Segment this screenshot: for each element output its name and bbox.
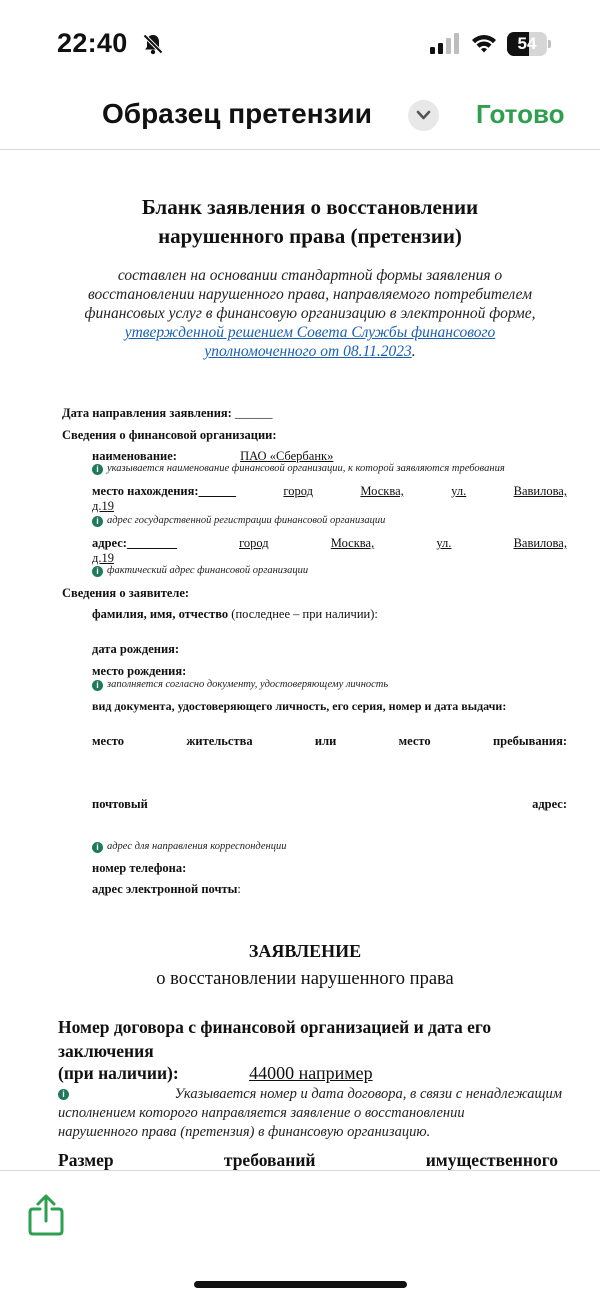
chevron-down-icon: [416, 110, 431, 121]
page-title[interactable]: Образец претензии: [102, 98, 372, 129]
share-icon[interactable]: [27, 1193, 65, 1237]
cellular-signal-icon: [430, 33, 462, 55]
regulation-link[interactable]: утвержденной решением Совета Службы финансового: [124, 324, 496, 341]
navigation-bar: [0, 90, 600, 150]
org-address-cont: д.19: [92, 551, 114, 565]
org-location-hint: i адрес государственной регистрации финансовой организации: [92, 515, 385, 527]
info-icon: i: [92, 516, 103, 527]
claims-row: Размер требований имущественного: [58, 1150, 558, 1170]
info-icon: i: [92, 680, 103, 691]
status-time: 22:40: [57, 28, 128, 58]
date-row: Дата направления заявления: ______: [62, 406, 273, 420]
statement-subheading: о восстановлении нарушенного права: [156, 969, 454, 989]
applicant-section-heading: Сведения о заявителе:: [62, 586, 190, 600]
battery-icon: [507, 32, 551, 56]
applicant-birth-date: дата рождения:: [92, 642, 180, 656]
org-name-value: ПАО «Сбербанк»: [240, 449, 334, 463]
statement-heading: ЗАЯВЛЕНИЕ: [248, 941, 362, 961]
birth-place-hint: i заполняется согласно документу, удостоверяющему личность: [92, 679, 388, 691]
org-name-row: наименование: ПАО «Сбербанк»: [92, 449, 334, 463]
org-address-hint: i фактический адрес финансовой организации: [92, 565, 308, 577]
org-location-row: место нахождения:______ город Москва, ул. Вавилова,: [92, 484, 567, 498]
org-location-cont: д.19: [92, 499, 114, 513]
title-menu-button[interactable]: [408, 100, 439, 131]
info-icon: i: [92, 464, 103, 475]
org-section-heading: Сведения о финансовой организации:: [62, 428, 277, 442]
document-viewer[interactable]: [0, 151, 600, 1170]
contract-hint: i Указывается номер и дата договора, в связи с ненадлежащим исполнением которого направляется заявление о восстановлении нарушенного права (претензия) в финансовую организацию.: [58, 1086, 562, 1140]
applicant-postal-row: почтовый адрес:: [92, 797, 567, 811]
applicant-fio-row: фамилия, имя, отчество (последнее – при наличии):: [92, 607, 378, 621]
org-name-hint: i указывается наименование финансовой организации, к которой заявляются требования: [92, 463, 505, 475]
wifi-icon: [471, 32, 497, 54]
applicant-residence-row: место жительства или место пребывания:: [92, 734, 567, 748]
contract-label: Номер договора с финансовой организацией и дата его заключения: [58, 1017, 492, 1061]
info-icon: i: [92, 566, 103, 577]
applicant-birth-place: место рождения:: [92, 664, 187, 678]
bottom-toolbar: [0, 1170, 600, 1300]
bell-muted-icon: [142, 33, 164, 55]
info-icon: i: [92, 842, 103, 853]
done-button[interactable]: Готово: [476, 99, 565, 129]
contract-row: (при наличии): 44000 например: [58, 1063, 373, 1083]
home-indicator[interactable]: [194, 1281, 407, 1288]
contract-value: 44000 например: [249, 1063, 373, 1083]
applicant-id-document: вид документа, удостоверяющего личность, его серия, номер и дата выдачи:: [92, 699, 507, 713]
document-subtitle: составлен на основании стандартной формы заявления о восстановлении нарушенного права, направляемого потребителем финансовых услуг в финансовую организацию в электронной форме, утвержденной решением Совета Службы финансового уполномоченного от 08.11.2023.: [84, 267, 536, 360]
info-icon: i: [58, 1089, 69, 1100]
applicant-email: адрес электронной почты:: [92, 882, 241, 896]
postal-hint: i адрес для направления корреспонденции: [92, 841, 286, 853]
applicant-phone: номер телефона:: [92, 861, 187, 875]
battery-level: 54: [517, 34, 537, 53]
document-title: Бланк заявления о восстановлении нарушенного права (претензии): [141, 195, 479, 248]
regulation-link-cont[interactable]: уполномоченного от 08.11.2023: [204, 343, 412, 360]
status-bar: [0, 0, 600, 90]
org-address-row: адрес:________ город Москва, ул. Вавилова,: [92, 536, 567, 550]
